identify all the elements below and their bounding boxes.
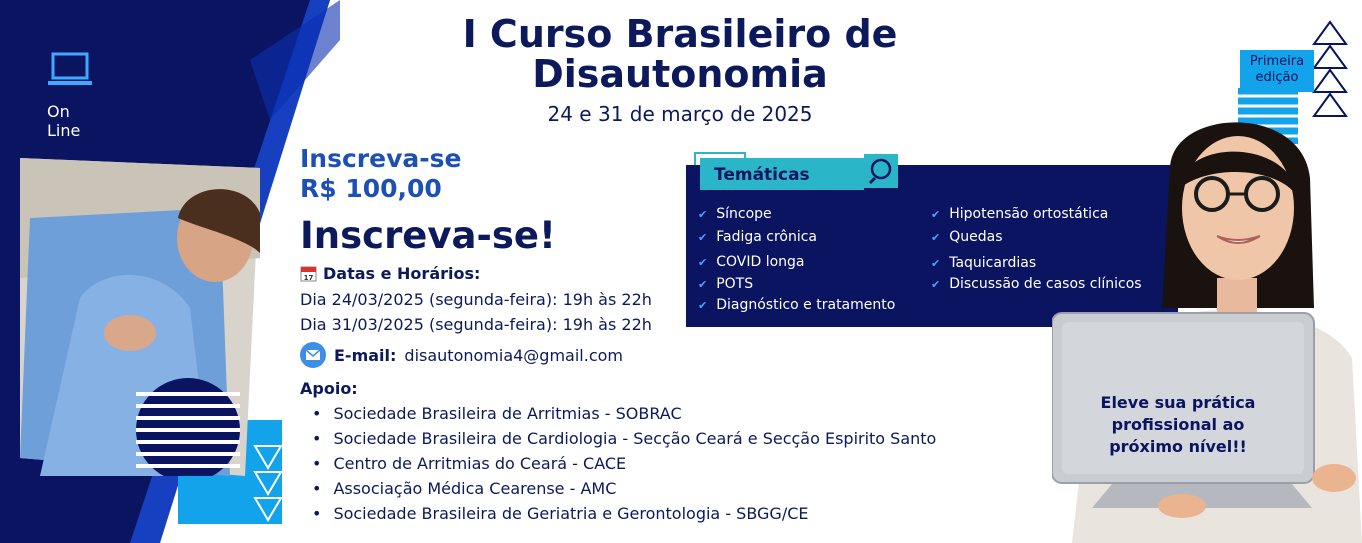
schedule-line-1: Dia 24/03/2025 (segunda-feira): 19h às 22h xyxy=(300,290,652,309)
registration-block xyxy=(300,144,461,204)
course-title-line1: I Curso Brasileiro de xyxy=(462,12,898,56)
tematica-label: Síncope xyxy=(716,206,772,222)
svg-text:17: 17 xyxy=(303,274,314,282)
email-row xyxy=(300,342,623,368)
online-label-line1: On xyxy=(47,102,70,121)
edition-badge xyxy=(1240,50,1314,92)
tematica-label: Taquicardias xyxy=(949,255,1037,271)
course-title xyxy=(400,14,960,94)
registration-price: R$ 100,00 xyxy=(300,174,442,203)
laptop-message-line3: próximo nível!! xyxy=(1109,437,1247,456)
schedule-heading xyxy=(300,264,480,283)
tematicas-heading: Temáticas xyxy=(700,158,864,190)
email-address[interactable]: disautonomia4@gmail.com xyxy=(404,345,623,365)
tematica-label: Discussão de casos clínicos xyxy=(949,276,1142,292)
apoio-item: • Sociedade Brasileira de Geriatria e Gerontologia - SBGG/CE xyxy=(312,502,936,527)
tematica-label: COVID longa xyxy=(716,254,805,270)
tematica-item xyxy=(698,276,753,292)
tematica-label: POTS xyxy=(716,276,754,292)
apoio-item: • Sociedade Brasileira de Arritmias - SOBRAC xyxy=(312,402,936,427)
tematica-label: Diagnóstico e tratamento xyxy=(716,297,896,313)
check-icon: ✔ xyxy=(698,256,708,269)
check-icon: ✔ xyxy=(698,231,708,244)
online-label xyxy=(47,102,107,140)
email-label: E-mail: xyxy=(334,345,397,365)
tematica-label: Hipotensão ortostática xyxy=(949,206,1109,222)
check-icon: ✔ xyxy=(931,231,941,244)
schedule-line-2: Dia 31/03/2025 (segunda-feira): 19h às 22h xyxy=(300,315,652,334)
schedule-heading-text: Datas e Horários: xyxy=(323,264,481,283)
check-icon: ✔ xyxy=(698,299,708,312)
edition-badge-line2: edição xyxy=(1255,70,1299,85)
check-icon: ✔ xyxy=(698,208,708,221)
tematica-item xyxy=(931,255,1036,271)
email-icon xyxy=(300,342,326,368)
tematica-item xyxy=(931,229,1002,245)
search-icon xyxy=(864,154,898,188)
patient-photo xyxy=(20,158,260,476)
check-icon: ✔ xyxy=(931,208,941,221)
tematica-item xyxy=(698,254,805,270)
laptop-message xyxy=(1080,392,1276,458)
apoio-item: • Associação Médica Cearense - AMC xyxy=(312,477,936,502)
apoio-list xyxy=(312,402,936,527)
laptop-icon xyxy=(48,52,92,88)
apoio-item: • Sociedade Brasileira de Cardiologia - Secção Ceará e Secção Espirito Santo xyxy=(312,427,936,452)
presenter-photo xyxy=(1052,108,1362,543)
tematica-label: Quedas xyxy=(949,229,1003,245)
registration-label: Inscreva-se xyxy=(300,144,462,173)
check-icon: ✔ xyxy=(931,278,941,291)
register-cta[interactable]: Inscreva-se! xyxy=(300,214,556,257)
check-icon: ✔ xyxy=(698,278,708,291)
tematica-item xyxy=(698,297,895,313)
apoio-heading: Apoio: xyxy=(300,379,358,398)
online-label-line2: Line xyxy=(47,121,81,140)
tematica-item xyxy=(698,229,817,245)
calendar-icon xyxy=(300,265,317,282)
check-icon: ✔ xyxy=(931,257,941,270)
course-title-line2: Disautonomia xyxy=(532,52,828,96)
tematica-label: Fadiga crônica xyxy=(716,229,818,245)
tematica-item xyxy=(698,206,772,222)
course-date: 24 e 31 de março de 2025 xyxy=(547,102,813,126)
edition-badge-line1: Primeira xyxy=(1249,54,1305,69)
laptop-message-line2: profissional ao xyxy=(1111,415,1245,434)
apoio-item: • Centro de Arritmias do Ceará - CACE xyxy=(312,452,936,477)
laptop-message-line1: Eleve sua prática xyxy=(1100,393,1256,412)
